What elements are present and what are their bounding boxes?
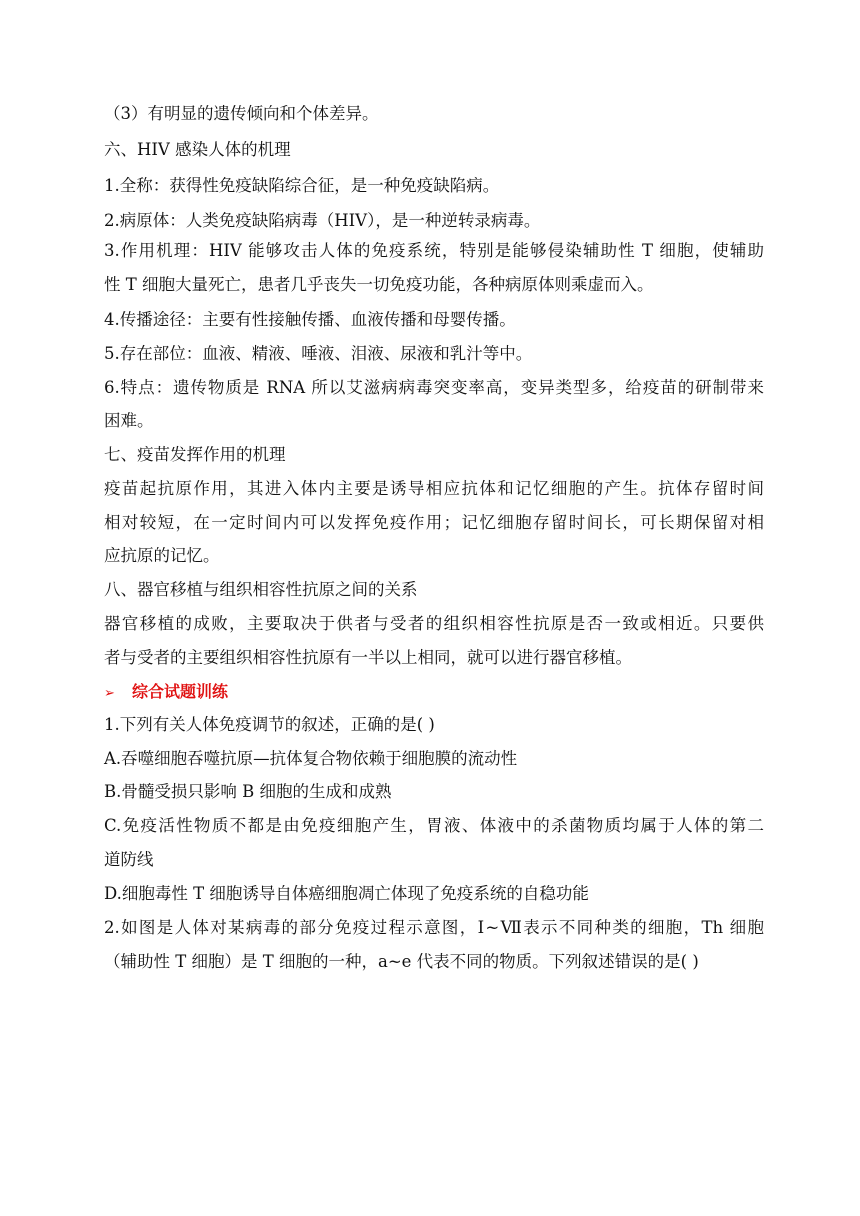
- text-line: 3.作用机理：HIV 能够攻击人体的免疫系统，特别是能够侵染辅助性 T 细胞，使辅助: [104, 241, 764, 260]
- answer-option-continuation: 道防线: [104, 850, 154, 869]
- text-line: 性 T 细胞大量死亡，患者几乎丧失一切免疫功能，各种病原体则乘虚而入。: [104, 275, 654, 294]
- text-line: 6.特点：遗传物质是 RNA 所以艾滋病病毒突变率高，变异类型多，给疫苗的研制带来: [104, 378, 764, 397]
- text-line: 5.存在部位：血液、精液、唾液、泪液、尿液和乳汁等中。: [104, 344, 533, 363]
- text-line: 者与受者的主要组织相容性抗原有一半以上相同，就可以进行器官移植。: [104, 648, 632, 667]
- arrow-bullet-icon: ➢: [104, 686, 115, 701]
- question-stem-continuation: （辅助性 T 细胞）是 T 细胞的一种，a~e 代表不同的物质。下列叙述错误的是( ): [104, 952, 699, 971]
- section-heading: 七、疫苗发挥作用的机理: [104, 445, 286, 464]
- exercise-section-heading: [104, 682, 764, 704]
- question-stem: 1.下列有关人体免疫调节的叙述，正确的是( ): [104, 715, 435, 734]
- text-line: 相对较短，在一定时间内可以发挥免疫作用；记忆细胞存留时间长，可长期保留对相: [104, 513, 764, 532]
- text-line: 应抗原的记忆。: [104, 546, 220, 565]
- question-stem: 2.如图是人体对某病毒的部分免疫过程示意图，Ⅰ~Ⅶ表示不同种类的细胞，Th 细胞: [104, 918, 764, 937]
- answer-option: D.细胞毒性 T 细胞诱导自体癌细胞凋亡体现了免疫系统的自稳功能: [104, 884, 589, 903]
- text-line: 2.病原体：人类免疫缺陷病毒（HIV），是一种逆转录病毒。: [104, 211, 541, 230]
- text-line: 器官移植的成败，主要取决于供者与受者的组织相容性抗原是否一致或相近。只要供: [104, 614, 764, 633]
- section-heading: 六、HIV 感染人体的机理: [104, 140, 291, 159]
- section-heading: 八、器官移植与组织相容性抗原之间的关系: [104, 580, 418, 599]
- answer-option: B.骨髓受损只影响 B 细胞的生成和成熟: [104, 782, 392, 801]
- text-line: 4.传播途径：主要有性接触传播、血液传播和母婴传播。: [104, 310, 516, 329]
- text-line: （3）有明显的遗传倾向和个体差异。: [104, 104, 379, 123]
- text-line: 疫苗起抗原作用，其进入体内主要是诱导相应抗体和记忆细胞的产生。抗体存留时间: [104, 479, 764, 498]
- text-line: 1.全称：获得性免疫缺陷综合征，是一种免疫缺陷病。: [104, 176, 500, 195]
- answer-option: C.免疫活性物质不都是由免疫细胞产生，胃液、体液中的杀菌物质均属于人体的第二: [104, 816, 764, 835]
- answer-option: A.吞噬细胞吞噬抗原—抗体复合物依赖于细胞膜的流动性: [104, 749, 518, 768]
- text-line: 困难。: [104, 411, 154, 430]
- exercise-section-title: 综合试题训练: [132, 682, 229, 701]
